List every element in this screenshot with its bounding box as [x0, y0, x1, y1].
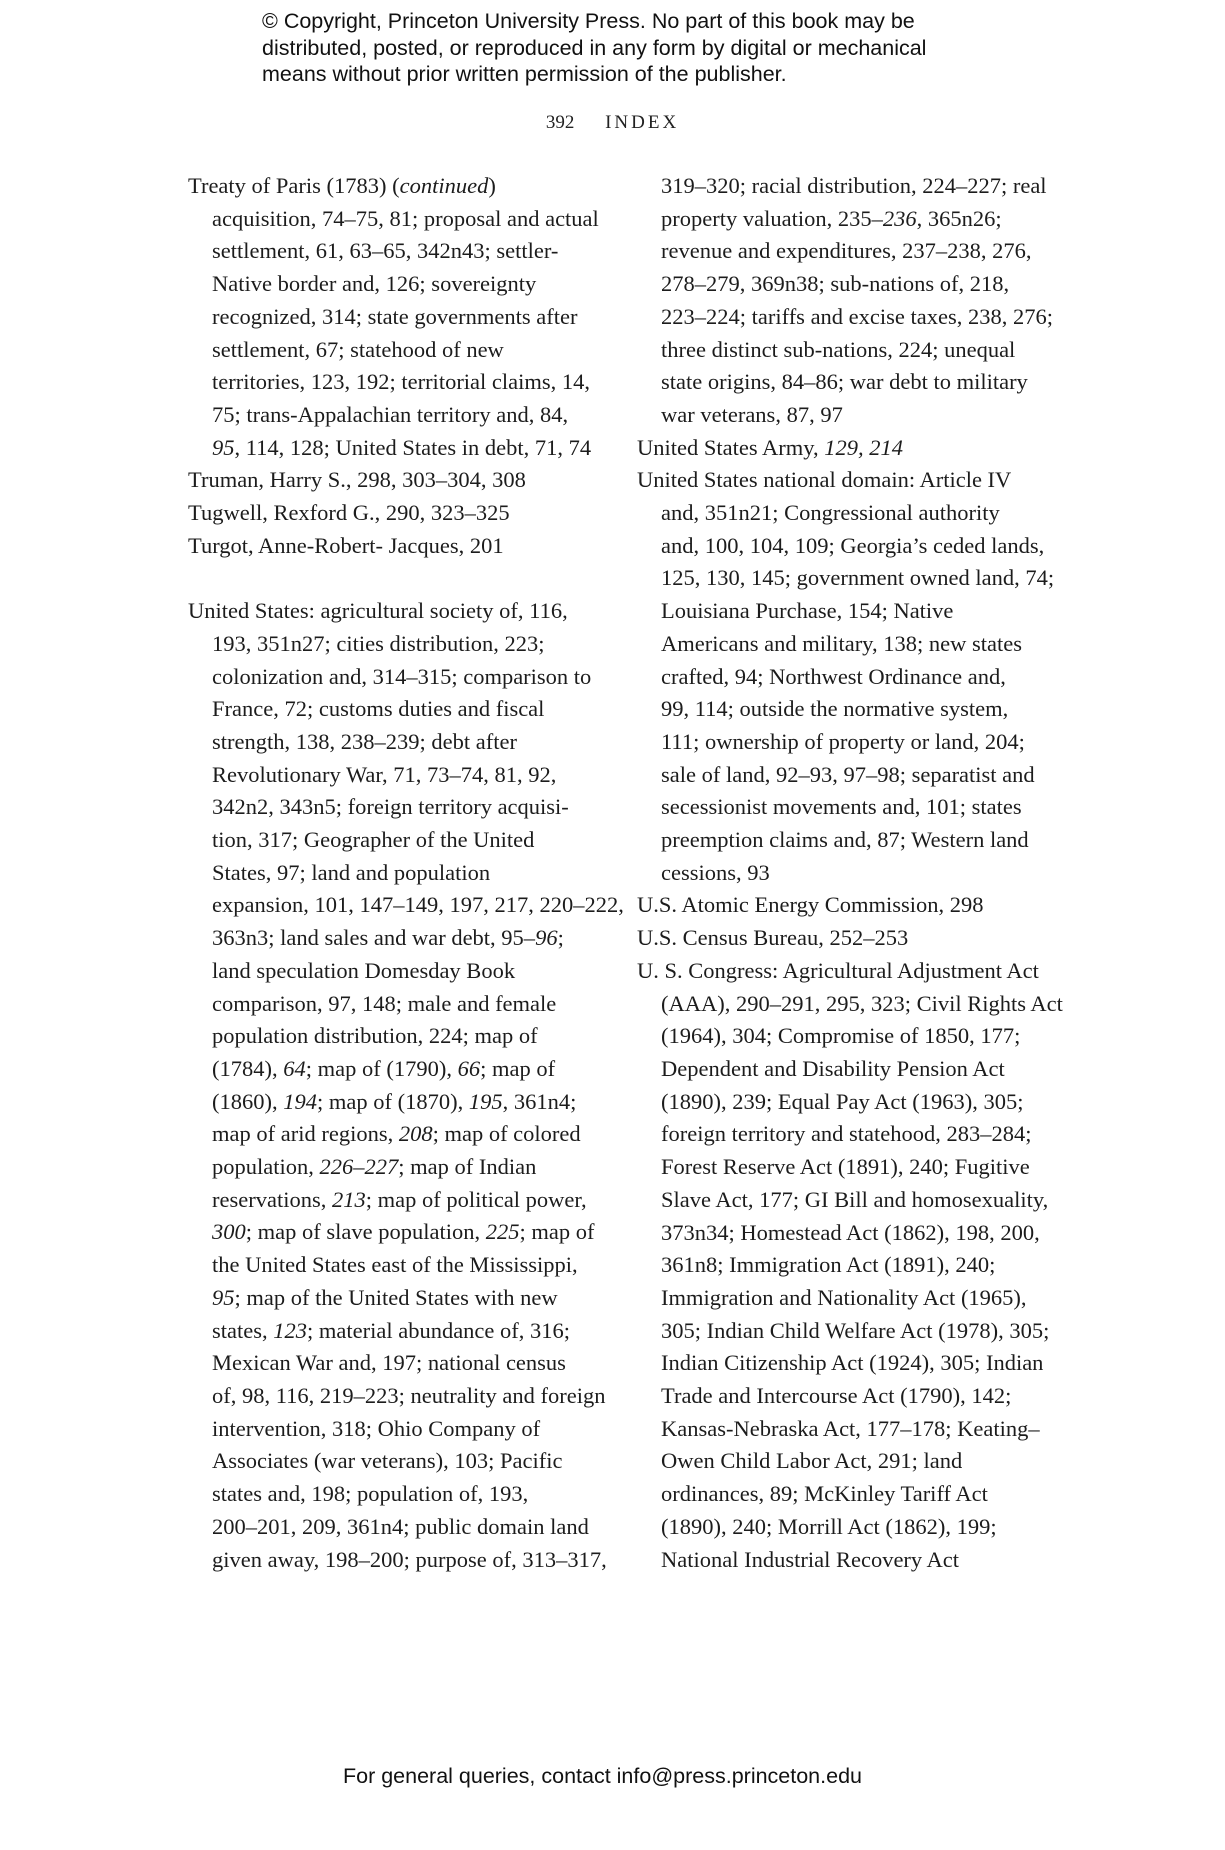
- index-entry-subline: 193, 351n27; cities distribution, 223;: [212, 630, 545, 656]
- index-entry-subline: Kansas-Nebraska Act, 177–178; Keating–: [661, 1415, 1040, 1441]
- index-entry-subline: Mexican War and, 197; national census: [212, 1350, 566, 1376]
- index-entry: [188, 530, 598, 563]
- index-entry: [188, 464, 598, 497]
- index-entry-subline: (1890), 239; Equal Pay Act (1963), 305;: [661, 1088, 1024, 1114]
- index-entry-subline: 342n2, 343n5; foreign territory acquisi-: [212, 794, 569, 820]
- index-entry-subline: Louisiana Purchase, 154; Native: [661, 598, 954, 624]
- footer-text: For general queries, contact info@press.princeton.edu: [342, 1764, 862, 1788]
- index-entry: [637, 922, 1057, 955]
- index-entry-heading: Turgot, Anne-Robert- Jacques, 201: [188, 532, 504, 558]
- index-entry-subline: comparison, 97, 148; male and female: [212, 990, 557, 1016]
- index-entry-subline: ordinances, 89; McKinley Tariff Act: [661, 1481, 988, 1507]
- index-entry-subline: (1860), 194; map of (1870), 195, 361n4;: [212, 1088, 577, 1114]
- index-entry-heading: U. S. Congress: Agricultural Adjustment Act: [637, 957, 1039, 983]
- index-entry-heading: U.S. Census Bureau, 252–253: [637, 925, 909, 951]
- index-entry-heading: Truman, Harry S., 298, 303–304, 308: [188, 467, 526, 493]
- index-entry-heading: U.S. Atomic Energy Commission, 298: [637, 892, 984, 918]
- index-entry-subline: secessionist movements and, 101; states: [661, 794, 1022, 820]
- index-entry-subline: 300; map of slave population, 225; map of: [212, 1219, 595, 1245]
- index-entry-heading: United States: agricultural society of, 116,: [188, 598, 568, 624]
- index-entry-subline: 200–201, 209, 361n4; public domain land: [212, 1513, 589, 1539]
- running-head: [0, 112, 1225, 134]
- index-entry-subline: 99, 114; outside the normative system,: [661, 696, 1009, 722]
- index-entry-subline: 111; ownership of property or land, 204;: [661, 728, 1025, 754]
- index-entry-subline: strength, 138, 238–239; debt after: [212, 728, 517, 754]
- page-number: 392: [545, 112, 575, 133]
- index-entry-subline: land speculation Domesday Book: [212, 957, 516, 983]
- index-entry-subline: 305; Indian Child Welfare Act (1978), 305;: [661, 1317, 1050, 1343]
- index-entry: [637, 464, 1057, 889]
- index-entry-subline: and, 351n21; Congressional authority: [661, 500, 1000, 526]
- copyright-line: means without prior written permission of the publisher.: [262, 62, 787, 86]
- index-entry-subline: revenue and expenditures, 237–238, 276,: [661, 238, 1032, 264]
- copyright-line: © Copyright, Princeton University Press. No part of this book may be: [262, 9, 915, 33]
- index-entry-heading: United States national domain: Article IV: [637, 467, 1012, 493]
- index-entry-subline: crafted, 94; Northwest Ordinance and,: [661, 663, 1006, 689]
- index-entry-subline: war veterans, 87, 97: [661, 401, 843, 427]
- index-entry-subline: recognized, 314; state governments after: [212, 303, 578, 329]
- index-entry: [637, 889, 1057, 922]
- index-entry-subline: territories, 123, 192; territorial claims, 14,: [212, 369, 591, 395]
- index-entry-subline: acquisition, 74–75, 81; proposal and actual: [212, 205, 599, 231]
- index-entry-subline: 361n8; Immigration Act (1891), 240;: [661, 1252, 996, 1278]
- index-entry-subline: settlement, 67; statehood of new: [212, 336, 504, 362]
- index-entry-subline: states, 123; material abundance of, 316;: [212, 1317, 571, 1343]
- index-entry-subline: Americans and military, 138; new states: [661, 630, 1022, 656]
- index-entry-subline: map of arid regions, 208; map of colored: [212, 1121, 581, 1147]
- index-entry-subline: (AAA), 290–291, 295, 323; Civil Rights Act: [661, 990, 1063, 1016]
- index-entry-subline: preemption claims and, 87; Western land: [661, 827, 1029, 853]
- index-entry-subline: 75; trans-Appalachian territory and, 84,: [212, 401, 569, 427]
- index-entry-subline: 319–320; racial distribution, 224–227; real: [661, 173, 1047, 198]
- index-entry: [188, 170, 598, 464]
- index-entry-subline: population, 226–227; map of Indian: [212, 1154, 537, 1180]
- index-entry-subline: population distribution, 224; map of: [212, 1023, 538, 1049]
- index-entry-subline: of, 98, 116, 219–223; neutrality and foreign: [212, 1383, 606, 1408]
- index-entry-heading: United States Army, 129, 214: [637, 434, 904, 460]
- index-entry-subline: property valuation, 235–236, 365n26;: [661, 205, 1002, 231]
- index-entry-subline: Immigration and Nationality Act (1965),: [661, 1284, 1027, 1310]
- index-entry-subline: reservations, 213; map of political power,: [212, 1186, 587, 1212]
- index-entry-subline: 223–224; tariffs and excise taxes, 238, 276;: [661, 303, 1054, 329]
- index-entry: [188, 497, 598, 530]
- footer-contact: [0, 1764, 1225, 1789]
- copyright-notice: [262, 8, 1022, 88]
- index-entry-subline: state origins, 84–86; war debt to military: [661, 369, 1028, 395]
- index-entry-subline: states and, 198; population of, 193,: [212, 1481, 529, 1507]
- index-entry-subline: tion, 317; Geographer of the United: [212, 827, 535, 853]
- index-entry-subline: three distinct sub-nations, 224; unequal: [661, 336, 1016, 362]
- index-entry-subline: Owen Child Labor Act, 291; land: [661, 1448, 963, 1474]
- index-entry-subline: Revolutionary War, 71, 73–74, 81, 92,: [212, 761, 557, 787]
- index-entry-subline: Dependent and Disability Pension Act: [661, 1055, 1005, 1081]
- index-entry-subline: 373n34; Homestead Act (1862), 198, 200,: [661, 1219, 1040, 1245]
- index-entry-subline: 95, 114, 128; United States in debt, 71, 74: [212, 434, 592, 460]
- index-entry-subline: cessions, 93: [661, 859, 770, 885]
- section-title: INDEX: [605, 112, 680, 133]
- copyright-line: distributed, posted, or reproduced in any form by digital or mechanical: [262, 35, 927, 60]
- index-entry-subline: France, 72; customs duties and fiscal: [212, 696, 545, 722]
- index-entry: [637, 432, 1057, 465]
- index-entry: [637, 955, 1063, 1576]
- index-entry-subline: the United States east of the Mississippi,: [212, 1252, 578, 1278]
- index-entry-subline: intervention, 318; Ohio Company of: [212, 1415, 541, 1441]
- index-entry: [188, 595, 624, 1576]
- index-entry-subline: 125, 130, 145; government owned land, 74;: [661, 565, 1055, 591]
- index-entry-subline: sale of land, 92–93, 97–98; separatist and: [661, 761, 1035, 787]
- index-entry-subline: (1964), 304; Compromise of 1850, 177;: [661, 1023, 1021, 1049]
- index-column-left: [188, 170, 624, 1576]
- index-entry-subline: given away, 198–200; purpose of, 313–317,: [212, 1546, 607, 1572]
- index-entry-subline: and, 100, 104, 109; Georgia’s ceded lands,: [661, 532, 1045, 558]
- index-entry-subline: colonization and, 314–315; comparison to: [212, 663, 592, 689]
- index-entry: [637, 170, 1057, 432]
- index-entry-subline: Native border and, 126; sovereignty: [212, 271, 537, 297]
- index-entry-subline: Forest Reserve Act (1891), 240; Fugitive: [661, 1154, 1030, 1180]
- index-entry-subline: (1784), 64; map of (1790), 66; map of: [212, 1055, 556, 1081]
- index-entry-subline: (1890), 240; Morrill Act (1862), 199;: [661, 1513, 997, 1539]
- entry-gap: [188, 562, 598, 595]
- index-entry-subline: settlement, 61, 63–65, 342n43; settler-: [212, 238, 559, 264]
- index-entry-subline: Trade and Intercourse Act (1790), 142;: [661, 1383, 1012, 1409]
- index-entry-subline: National Industrial Recovery Act: [661, 1546, 960, 1572]
- index-entry-subline: 278–279, 369n38; sub-nations of, 218,: [661, 271, 1010, 297]
- index-entry-subline: States, 97; land and population: [212, 859, 491, 885]
- index-entry-subline: 95; map of the United States with new: [212, 1284, 558, 1310]
- index-entry-subline: expansion, 101, 147–149, 197, 217, 220–222,: [212, 892, 624, 918]
- index-entry-heading: Tugwell, Rexford G., 290, 323–325: [188, 500, 510, 526]
- index-entry-heading: Treaty of Paris (1783) (continued): [188, 173, 496, 198]
- index-column-right: [637, 170, 1063, 1576]
- index-entry-subline: 363n3; land sales and war debt, 95–96;: [212, 925, 564, 951]
- index-entry-subline: Indian Citizenship Act (1924), 305; Indian: [661, 1350, 1044, 1376]
- index-entry-subline: Associates (war veterans), 103; Pacific: [212, 1448, 563, 1474]
- index-entry-subline: foreign territory and statehood, 283–284;: [661, 1121, 1032, 1147]
- index-entry-subline: Slave Act, 177; GI Bill and homosexuality,: [661, 1186, 1049, 1212]
